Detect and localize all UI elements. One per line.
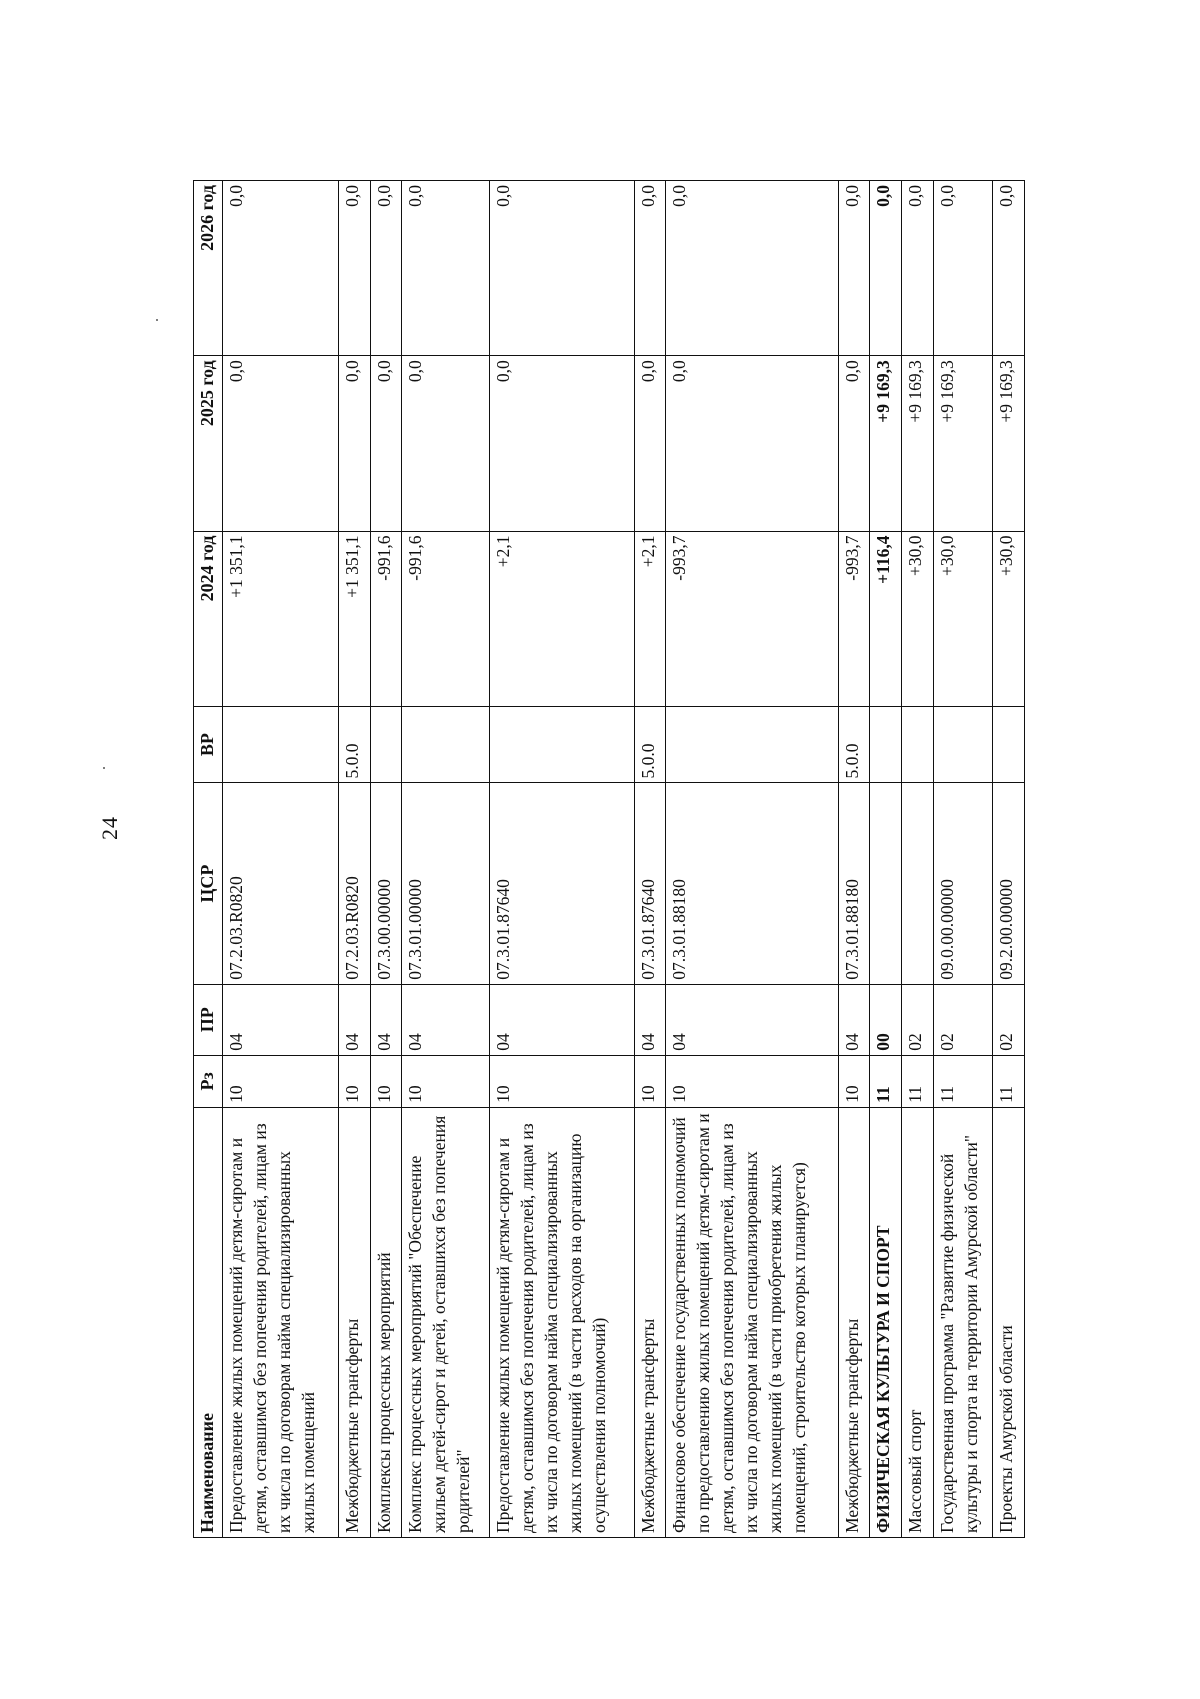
cell-rz: 10 (634, 1055, 666, 1107)
cell-rz: 11 (933, 1055, 993, 1107)
cell-vr (223, 706, 339, 783)
cell-rz: 11 (901, 1055, 933, 1107)
cell-2024: +116,4 (870, 531, 902, 706)
table-row (870, 181, 902, 1538)
cell-vr (490, 706, 634, 783)
table-row (838, 181, 870, 1538)
cell-pr: 04 (634, 984, 666, 1055)
cell-vr: 5.0.0 (838, 706, 870, 783)
cell-vr (901, 706, 933, 783)
cell-csr: 09.0.00.00000 (933, 783, 993, 984)
cell-name: Проекты Амурской области (993, 1107, 1025, 1537)
cell-vr (370, 706, 402, 783)
cell-2025: 0,0 (838, 356, 870, 531)
cell-csr: 07.3.01.87640 (490, 783, 634, 984)
header-rz: Рз (194, 1055, 223, 1107)
cell-2024: +2,1 (634, 531, 666, 706)
cell-name: ФИЗИЧЕСКАЯ КУЛЬТУРА И СПОРТ (870, 1107, 902, 1537)
cell-pr: 04 (370, 984, 402, 1055)
cell-name: Предоставление жилых помещений детям-сиротам и детям, оставшимся без попечения родителей, лицам из их числа по договорам найма специализированных жилых помещений (в части расходов на организацию осуществления полномочий) (490, 1107, 634, 1537)
cell-2026: 0,0 (933, 181, 993, 356)
cell-2026: 0,0 (490, 181, 634, 356)
cell-vr: 5.0.0 (339, 706, 371, 783)
cell-name: Массовый спорт (901, 1107, 933, 1537)
cell-name: Межбюджетные трансферты (838, 1107, 870, 1537)
cell-pr: 04 (223, 984, 339, 1055)
table-row (370, 181, 402, 1538)
cell-2026: 0,0 (634, 181, 666, 356)
table-row (339, 181, 371, 1538)
cell-rz: 10 (339, 1055, 371, 1107)
cell-2025: 0,0 (666, 356, 838, 531)
cell-2025: +9 169,3 (901, 356, 933, 531)
cell-rz: 11 (993, 1055, 1025, 1107)
cell-csr (901, 783, 933, 984)
cell-2024: +1 351,1 (339, 531, 371, 706)
cell-2024: +2,1 (490, 531, 634, 706)
cell-2025: 0,0 (490, 356, 634, 531)
table-row (933, 181, 993, 1538)
cell-rz: 10 (838, 1055, 870, 1107)
cell-2026: 0,0 (223, 181, 339, 356)
table-row (634, 181, 666, 1538)
table-header-row (194, 181, 223, 1538)
cell-2024: +30,0 (933, 531, 993, 706)
cell-2025: 0,0 (402, 356, 490, 531)
cell-name: Государственная программа "Развитие физической культуры и спорта на территории Амурской области" (933, 1107, 993, 1537)
cell-pr: 04 (490, 984, 634, 1055)
cell-rz: 10 (402, 1055, 490, 1107)
cell-pr: 02 (901, 984, 933, 1055)
header-csr: ЦСР (194, 783, 223, 984)
cell-csr: 07.3.01.88180 (666, 783, 838, 984)
cell-2024: +30,0 (993, 531, 1025, 706)
cell-2026: 0,0 (838, 181, 870, 356)
cell-rz: 10 (223, 1055, 339, 1107)
cell-pr: 04 (666, 984, 838, 1055)
cell-vr (933, 706, 993, 783)
cell-2024: -991,6 (402, 531, 490, 706)
cell-pr: 04 (402, 984, 490, 1055)
cell-csr: 07.2.03.R0820 (223, 783, 339, 984)
cell-vr (402, 706, 490, 783)
cell-vr (666, 706, 838, 783)
cell-name: Предоставление жилых помещений детям-сиротам и детям, оставшимся без попечения родителей, лицам из их числа по договорам найма специализированных жилых помещений (223, 1107, 339, 1537)
cell-2025: 0,0 (370, 356, 402, 531)
cell-vr (870, 706, 902, 783)
cell-2024: +1 351,1 (223, 531, 339, 706)
budget-table (193, 180, 1025, 1538)
cell-2026: 0,0 (901, 181, 933, 356)
cell-rz: 10 (370, 1055, 402, 1107)
cell-pr: 02 (933, 984, 993, 1055)
scan-speck (156, 319, 158, 321)
cell-csr: 07.3.00.00000 (370, 783, 402, 984)
cell-pr: 00 (870, 984, 902, 1055)
cell-2025: +9 169,3 (993, 356, 1025, 531)
cell-csr: 07.3.01.00000 (402, 783, 490, 984)
cell-name: Межбюджетные трансферты (634, 1107, 666, 1537)
table-row (402, 181, 490, 1538)
cell-csr: 07.3.01.87640 (634, 783, 666, 984)
budget-table-container (193, 180, 1025, 1538)
cell-2026: 0,0 (370, 181, 402, 356)
cell-pr: 04 (838, 984, 870, 1055)
header-name: Наименование (194, 1107, 223, 1537)
cell-rz: 11 (870, 1055, 902, 1107)
cell-2024: -993,7 (666, 531, 838, 706)
cell-2026: 0,0 (339, 181, 371, 356)
table-row (223, 181, 339, 1538)
header-pr: ПР (194, 984, 223, 1055)
cell-name: Межбюджетные трансферты (339, 1107, 371, 1537)
header-2024: 2024 год (194, 531, 223, 706)
cell-2026: 0,0 (993, 181, 1025, 356)
cell-pr: 02 (993, 984, 1025, 1055)
cell-csr: 09.2.00.00000 (993, 783, 1025, 984)
table-row (490, 181, 634, 1538)
table-body (223, 181, 1025, 1538)
scan-speck (103, 767, 105, 769)
cell-2026: 0,0 (666, 181, 838, 356)
cell-rz: 10 (666, 1055, 838, 1107)
cell-pr: 04 (339, 984, 371, 1055)
table-row (666, 181, 838, 1538)
cell-2025: +9 169,3 (870, 356, 902, 531)
cell-name: Комплексы процессных мероприятий (370, 1107, 402, 1537)
page-number: 24 (97, 816, 122, 840)
cell-2025: 0,0 (223, 356, 339, 531)
header-2025: 2025 год (194, 356, 223, 531)
cell-2025: +9 169,3 (933, 356, 993, 531)
cell-name: Комплекс процессных мероприятий "Обеспечение жильем детей-сирот и детей, оставшихся без попечения родителей" (402, 1107, 490, 1537)
cell-2025: 0,0 (634, 356, 666, 531)
cell-name: Финансовое обеспечение государственных полномочий по предоставлению жилых помещений детям-сиротам и детям, оставшимся без попечения родителей, лицам из их числа по договорам найма специализированных жилых помещений (в части приобретения жилых помещений, строительство которых планируется) (666, 1107, 838, 1537)
cell-rz: 10 (490, 1055, 634, 1107)
cell-2026: 0,0 (870, 181, 902, 356)
cell-2026: 0,0 (402, 181, 490, 356)
cell-csr: 07.2.03.R0820 (339, 783, 371, 984)
cell-2024: -993,7 (838, 531, 870, 706)
cell-csr (870, 783, 902, 984)
cell-2024: +30,0 (901, 531, 933, 706)
cell-2024: -991,6 (370, 531, 402, 706)
cell-2025: 0,0 (339, 356, 371, 531)
cell-vr: 5.0.0 (634, 706, 666, 783)
cell-csr: 07.3.01.88180 (838, 783, 870, 984)
cell-vr (993, 706, 1025, 783)
header-vr: ВР (194, 706, 223, 783)
table-row (901, 181, 933, 1538)
header-2026: 2026 год (194, 181, 223, 356)
table-row (993, 181, 1025, 1538)
